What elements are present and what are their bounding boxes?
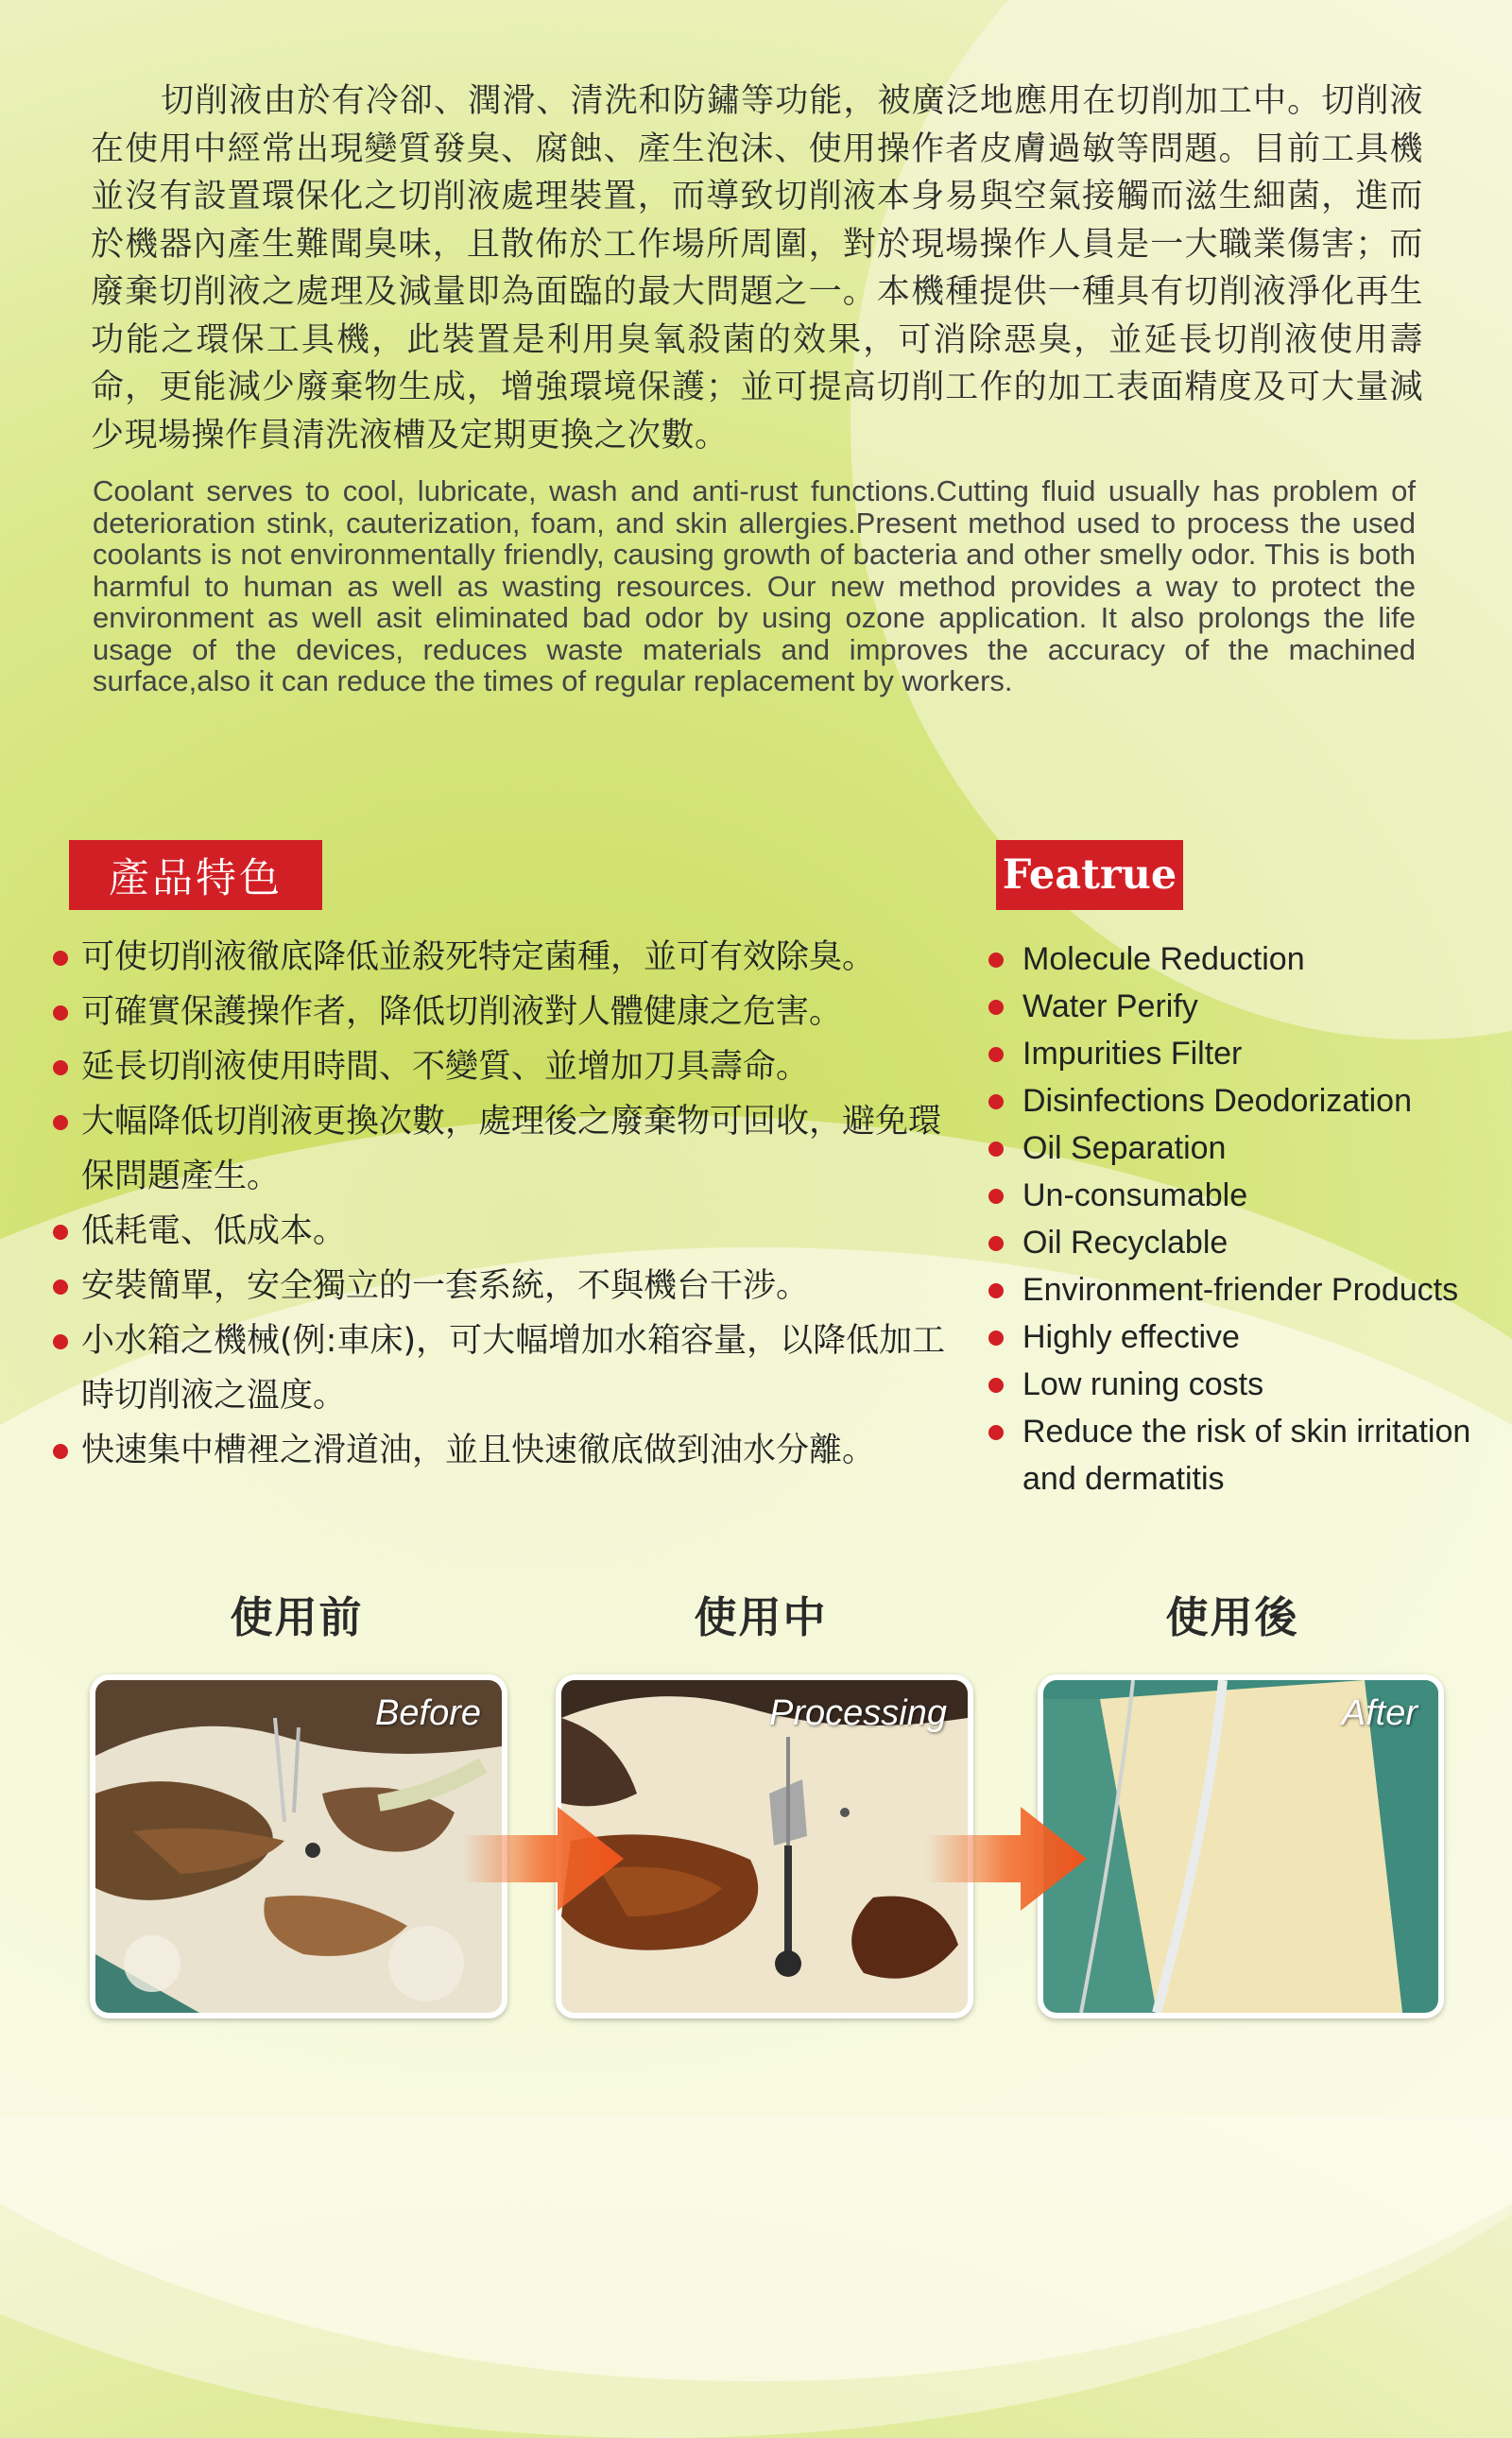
list-item [51, 930, 968, 985]
photo-before [90, 1674, 507, 2018]
bullet-icon [53, 1005, 68, 1021]
list-item [51, 1259, 968, 1313]
feature-zh-text: 延長切削液使用時間、不變質、並增加刀具壽命。 [81, 1048, 810, 1086]
feature-zh-text: 大幅降低切削液更換次數，處理後之廢棄物可回收，避免環保問題產生。 [81, 1103, 942, 1195]
list-item [51, 1094, 968, 1204]
list-item [988, 1266, 1499, 1313]
features-en-list [988, 936, 1499, 1502]
feature-en-text: Low runing costs [1022, 1366, 1264, 1402]
photo-after [1038, 1674, 1444, 2018]
feature-en-text: Un-consumable [1022, 1177, 1248, 1213]
bullet-icon [53, 1060, 68, 1075]
features-zh-list [51, 930, 968, 1478]
list-item [988, 1361, 1499, 1408]
feature-en-text: Disinfections Deodorization [1022, 1083, 1412, 1119]
intro-chinese [91, 77, 1423, 459]
list-item [988, 1172, 1499, 1219]
photo-title-before: 使用前 [230, 1592, 364, 1642]
intro-english [93, 475, 1416, 697]
bullet-icon [988, 1331, 1004, 1346]
intro-english-text: Coolant serves to cool, lubricate, wash and anti-rust functions.Cutting fluid usually has problem of deterioration stink, cauterization, foam, and skin allergies.Present method used to process the used coolants is not environmentally friendly, causing growth of bacteria and other smelly odor. This is both harmful to human as well as wasting resources. Our new method provides a way to protect the environment as well asit eliminated bad odor by using ozone application. It also prolongs the life usage of the devices, reduces waste materials and improves the accuracy of the machined surface,also it can reduce the times of regular replacement by workers. [93, 474, 1416, 697]
list-item [988, 1030, 1499, 1077]
intro-chinese-text: 切削液由於有冷卻、潤滑、清洗和防鏽等功能，被廣泛地應用在切削加工中。切削液在使用中經常出現變質發臭、腐蝕、產生泡沫、使用操作者皮膚過敏等問題。目前工具機並沒有設置環保化之切削液處理裝置，而導致切削液本身易與空氣接觸而滋生細菌，進而於機器內產生難聞臭味，且散佈於工作場所周圍，對於現場操作人員是一大職業傷害；而廢棄切削液之處理及減量即為面臨的最大問題之一。本機種提供一種具有切削液淨化再生功能之環保工具機，此裝置是利用臭氧殺菌的效果，可消除惡臭，並延長切削液使用壽命，更能減少廢棄物生成，增強環境保護；並可提高切削工作的加工表面精度及可大量減少現場操作員清洗液槽及定期更換之次數。 [91, 82, 1423, 455]
list-item [988, 1125, 1499, 1172]
feature-en-text: Oil Separation [1022, 1130, 1227, 1166]
feature-zh-text: 低耗電、低成本。 [81, 1212, 347, 1250]
photo-label-after: After [1341, 1693, 1418, 1733]
bullet-icon [53, 1115, 68, 1130]
bullet-icon [988, 953, 1004, 968]
photo-title-after: 使用後 [1165, 1592, 1299, 1642]
list-item [988, 1313, 1499, 1361]
feature-en-text: Environment-friender Products [1022, 1272, 1459, 1308]
bullet-icon [988, 1000, 1004, 1015]
list-item [988, 983, 1499, 1030]
feature-en-text: Highly effective [1022, 1319, 1240, 1355]
feature-en-text: Reduce the risk of skin irritation and dermatitis [1022, 1414, 1471, 1497]
bullet-icon [988, 1283, 1004, 1298]
feature-en-text: Oil Recyclable [1022, 1225, 1228, 1261]
list-item [51, 1313, 968, 1423]
feature-zh-text: 安裝簡單，安全獨立的一套系統，不與機台干涉。 [81, 1267, 810, 1305]
bullet-icon [53, 1334, 68, 1349]
bullet-icon [988, 1236, 1004, 1251]
bullet-icon [53, 1279, 68, 1295]
features-en-heading: Featrue [996, 840, 1183, 910]
bullet-icon [988, 1142, 1004, 1157]
features-zh-heading: 產品特色 [69, 840, 322, 910]
feature-zh-text: 小水箱之機械(例:車床)，可大幅增加水箱容量，以降低加工時切削液之溫度。 [81, 1322, 946, 1415]
list-item [51, 1423, 968, 1478]
arrow-right-icon [463, 1807, 624, 1911]
list-item [51, 985, 968, 1039]
feature-en-text: Molecule Reduction [1022, 941, 1305, 977]
arrow-right-icon [926, 1807, 1087, 1911]
list-item [988, 1077, 1499, 1125]
bullet-icon [988, 1094, 1004, 1109]
photo-label-before: Before [375, 1693, 481, 1733]
feature-en-text: Water Perify [1022, 988, 1198, 1024]
list-item [988, 1219, 1499, 1266]
feature-en-text: Impurities Filter [1022, 1036, 1243, 1072]
bullet-icon [988, 1189, 1004, 1204]
list-item [51, 1204, 968, 1259]
feature-zh-text: 可確實保護操作者，降低切削液對人體健康之危害。 [81, 993, 843, 1031]
photo-title-processing: 使用中 [694, 1592, 828, 1642]
photo-label-processing: Processing [769, 1693, 947, 1733]
bullet-icon [53, 951, 68, 966]
bullet-icon [988, 1425, 1004, 1440]
list-item [51, 1039, 968, 1094]
bullet-icon [53, 1444, 68, 1459]
bullet-icon [988, 1047, 1004, 1062]
bullet-icon [988, 1378, 1004, 1393]
list-item [988, 936, 1499, 983]
feature-zh-text: 快速集中槽裡之滑道油，並且快速徹底做到油水分離。 [81, 1432, 876, 1469]
bullet-icon [53, 1225, 68, 1240]
list-item [988, 1408, 1499, 1502]
feature-zh-text: 可使切削液徹底降低並殺死特定菌種，並可有效除臭。 [81, 938, 876, 976]
